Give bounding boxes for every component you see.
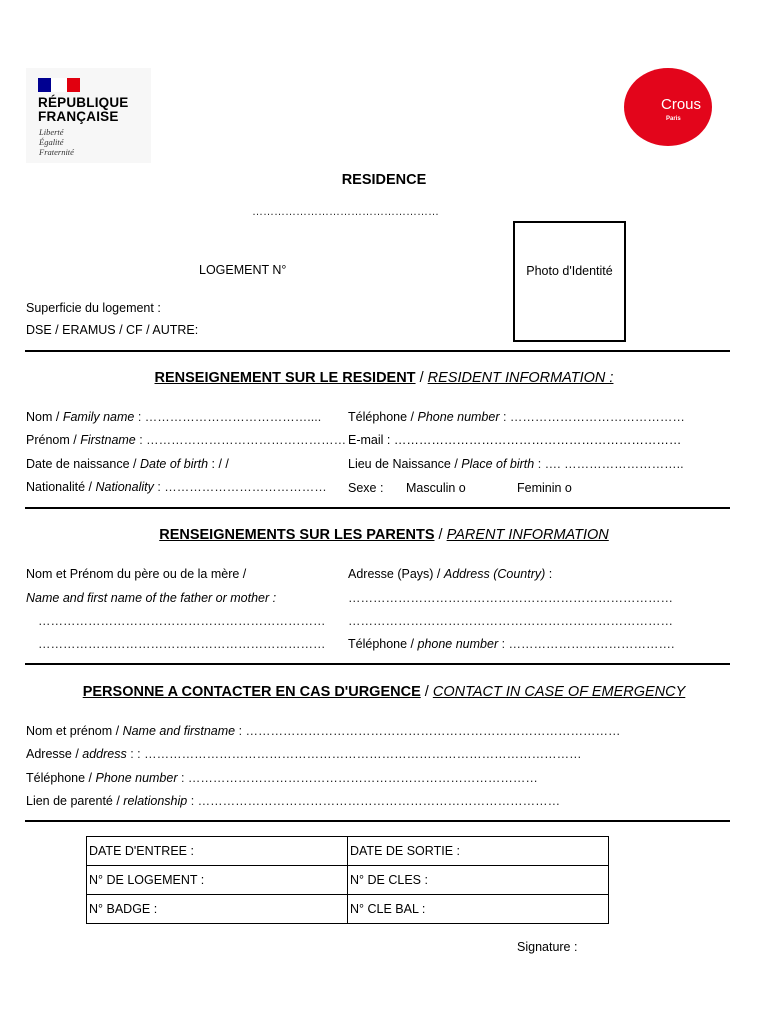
housing-number-cell[interactable]: N° DE LOGEMENT : bbox=[87, 866, 348, 895]
photo-box[interactable] bbox=[513, 221, 626, 342]
family-name-field[interactable]: Nom / Family name : ………………………………….... bbox=[26, 410, 322, 424]
parent-address-label: Adresse (Pays) / Address (Country) : bbox=[348, 567, 553, 581]
parents-section-title: RENSEIGNEMENTS SUR LES PARENTS / PARENT INFORMATION bbox=[159, 527, 609, 543]
superficie-label: Superficie du logement : bbox=[26, 301, 161, 315]
signature-field[interactable]: Signature : bbox=[517, 940, 578, 954]
crous-name: Crous bbox=[661, 96, 702, 113]
mailbox-key-cell[interactable]: N° CLE BAL : bbox=[348, 895, 609, 924]
divider bbox=[25, 507, 730, 509]
emergency-name-field[interactable]: Nom et prénom / Name and firstname : ……………………………………………………………………………… bbox=[26, 724, 621, 738]
table-row bbox=[87, 895, 609, 924]
parent-name-field-1[interactable]: …………………………………………………………… bbox=[38, 614, 326, 628]
date-of-birth-field[interactable]: Date de naissance / Date of birth : / / bbox=[26, 457, 229, 471]
keys-number-cell[interactable]: N° DE CLES : bbox=[348, 866, 609, 895]
emergency-phone-field[interactable]: Téléphone / Phone number : ………………………………………………………………………… bbox=[26, 771, 538, 785]
emergency-section-title: PERSONNE A CONTACTER EN CAS D'URGENCE / CONTACT IN CASE OF EMERGENCY bbox=[82, 684, 686, 700]
email-field[interactable]: E-mail : …………………………………………………………… bbox=[348, 433, 682, 447]
parent-address-field-1[interactable]: …………………………………………………………………… bbox=[348, 591, 673, 605]
table-row bbox=[87, 866, 609, 895]
table-row bbox=[87, 837, 609, 866]
emergency-relationship-field[interactable]: Lien de parenté / relationship : …………………………………………………………………………… bbox=[26, 794, 561, 808]
divider bbox=[25, 350, 730, 352]
rf-name: RÉPUBLIQUE FRANÇAISE bbox=[38, 95, 129, 124]
sex-female-option[interactable]: Feminin o bbox=[517, 481, 572, 495]
divider bbox=[25, 663, 730, 665]
photo-label: Photo d'Identité bbox=[526, 264, 613, 278]
admin-table bbox=[86, 836, 609, 924]
place-of-birth-field[interactable]: Lieu de Naissance / Place of birth : …. ……………………….. bbox=[348, 457, 684, 471]
phone-field[interactable]: Téléphone / Phone number : …………………………………… bbox=[348, 410, 685, 424]
sex-male-option[interactable]: Masculin o bbox=[406, 481, 466, 495]
entry-date-cell[interactable]: DATE D'ENTREE : bbox=[87, 837, 348, 866]
residence-title: RESIDENCE bbox=[341, 172, 427, 188]
republique-francaise-logo bbox=[26, 68, 151, 163]
parent-name-field-2[interactable]: …………………………………………………………… bbox=[38, 637, 326, 651]
crous-city: Paris bbox=[666, 116, 681, 122]
emergency-address-field[interactable]: Adresse / address : : …………………………………………………………………………………………… bbox=[26, 747, 582, 761]
categories-label: DSE / ERAMUS / CF / AUTRE: bbox=[26, 323, 199, 337]
parent-phone-field[interactable]: Téléphone / phone number : …………………………………. bbox=[348, 637, 675, 651]
parent-name-label-fr: Nom et Prénom du père ou de la mère / bbox=[26, 567, 247, 581]
nationality-field[interactable]: Nationalité / Nationality : ………………………………… bbox=[26, 480, 327, 494]
sex-label: Sexe : bbox=[348, 481, 384, 495]
parent-name-label-en: Name and first name of the father or mother : bbox=[26, 591, 277, 605]
parent-address-field-2[interactable]: …………………………………………………………………… bbox=[348, 614, 673, 628]
crous-logo bbox=[624, 68, 712, 146]
divider bbox=[25, 820, 730, 822]
exit-date-cell[interactable]: DATE DE SORTIE : bbox=[348, 837, 609, 866]
badge-number-cell[interactable]: N° BADGE : bbox=[87, 895, 348, 924]
french-flag-icon bbox=[38, 78, 80, 92]
firstname-field[interactable]: Prénom / Firstname : ………………………………………… bbox=[26, 433, 347, 447]
resident-section-title: RENSEIGNEMENT SUR LE RESIDENT / RESIDENT INFORMATION : bbox=[154, 370, 614, 386]
logement-label: LOGEMENT N° bbox=[199, 263, 287, 277]
rf-motto: Liberté Égalité Fraternité bbox=[39, 127, 74, 157]
residence-name-field[interactable]: …………………………………………… bbox=[252, 206, 439, 218]
